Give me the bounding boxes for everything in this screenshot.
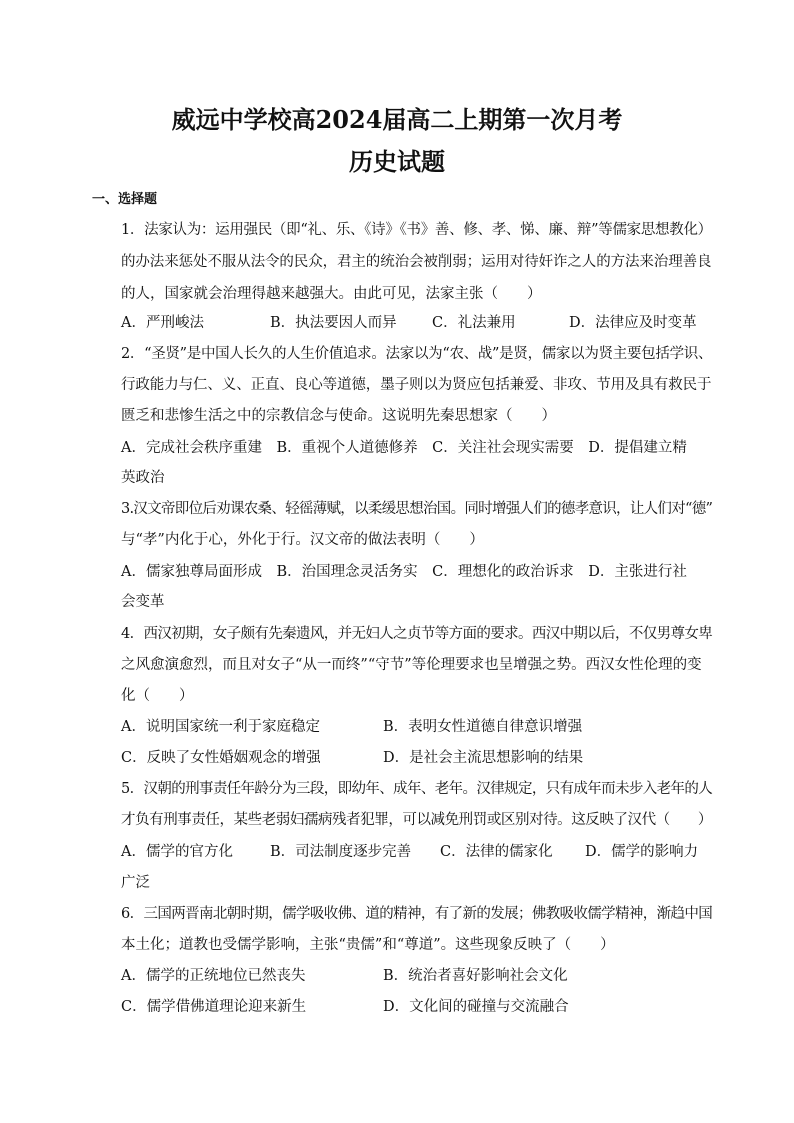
q1-option-b: B．执法要因人而异 xyxy=(270,315,397,331)
q6-option-c: C．儒学借佛道理论迎来新生 xyxy=(121,999,307,1015)
q6-option-d: D．文化间的碰撞与交流融合 xyxy=(383,999,569,1015)
q1-line-1: 1．法家认为：运用强民（即“礼、乐、《诗》《书》善、修、孝、悌、廉、辩”等儒家思想教化） xyxy=(121,222,712,238)
q5-option-d: D．儒学的影响力 xyxy=(585,844,699,860)
q1-line-2: 的办法来惩处不服从法令的民众，君主的统治会被削弱；运用对待奸诈之人的方法来治理善良 xyxy=(121,254,712,270)
q6-option-a: A．儒学的正统地位已然丧失 xyxy=(121,968,306,984)
q4-option-c: C．反映了女性婚姻观念的增强 xyxy=(121,750,321,766)
q3-line-1: 3.汉文帝即位后劝课农桑、轻徭薄赋，以柔缓思想治国。同时增强人们的德孝意识，让人们对“德” xyxy=(121,501,713,517)
q5-option-d-wrap: 广泛 xyxy=(121,875,150,891)
q1-option-c: C．礼法兼用 xyxy=(432,315,516,331)
q5-line-1: 5．汉朝的刑事责任年龄分为三段，即幼年、成年、老年。汉律规定，只有成年而未步入老年的人 xyxy=(121,781,713,797)
q1-option-d: D．法律应及时变革 xyxy=(569,315,697,331)
q6-option-b: B．统治者喜好影响社会文化 xyxy=(383,968,568,984)
q2-line-1: 2．“圣贤”是中国人长久的人生价值追求。法家以为“农、战”是贤，儒家以为贤主要包括学识、 xyxy=(121,346,713,362)
q3-options-wrap: 会变革 xyxy=(121,594,165,610)
q4-line-1: 4．西汉初期，女子颇有先秦遗风，并无妇人之贞节等方面的要求。西汉中期以后，不仅男尊女卑 xyxy=(121,626,713,642)
q2-line-3: 匮乏和悲惨生活之中的宗教信念与使命。这说明先秦思想家（ ） xyxy=(121,408,556,424)
exam-title: 威远中学校高2024届高二上期第一次月考 xyxy=(171,105,623,134)
exam-subject: 历史试题 xyxy=(349,147,445,176)
q6-line-1: 6．三国两晋南北朝时期，儒学吸收佛、道的精神，有了新的发展；佛教吸收儒学精神，渐趋中国 xyxy=(121,906,713,922)
q3-options: A．儒家独尊局面形成 B．治国理念灵活务实 C．理想化的政治诉求 D．主张进行社 xyxy=(121,564,687,580)
q5-line-2: 才负有刑事责任，某些老弱妇孺病残者犯罪，可以减免刑罚或区别对待。这反映了汉代（ ） xyxy=(121,812,712,828)
q4-line-3: 化（ ） xyxy=(121,688,194,704)
q4-option-d: D．是社会主流思想影响的结果 xyxy=(383,750,584,766)
q5-option-a: A．儒学的官方化 xyxy=(121,844,233,860)
q6-line-2: 本土化；道教也受儒学影响，主张“贵儒”和“尊道”。这些现象反映了（ ） xyxy=(121,937,615,953)
q4-option-b: B．表明女性道德自律意识增强 xyxy=(383,719,583,735)
q3-line-2: 与“孝”内化于心，外化于行。汉文帝的做法表明（ ） xyxy=(121,532,484,548)
q2-options-wrap: 英政治 xyxy=(121,470,165,486)
q4-line-2: 之风愈演愈烈，而且对女子“从一而终”“守节”等伦理要求也呈增强之势。西汉女性伦理的变 xyxy=(121,657,702,673)
q1-line-3: 的人，国家就会治理得越来越强大。由此可见，法家主张（ ） xyxy=(121,286,542,302)
q5-option-c: C．法律的儒家化 xyxy=(440,844,553,860)
section-heading: 一、选择题 xyxy=(92,192,158,207)
q2-line-2: 行政能力与仁、义、正直、良心等道德，墨子则以为贤应包括兼爱、非攻、节用及具有救民于 xyxy=(121,377,712,393)
q2-options: A．完成社会秩序重建 B．重视个人道德修养 C．关注社会现实需要 D．提倡建立精 xyxy=(121,440,687,456)
q4-option-a: A．说明国家统一利于家庭稳定 xyxy=(121,719,320,735)
q5-option-b: B．司法制度逐步完善 xyxy=(270,844,412,860)
q1-option-a: A．严刑峻法 xyxy=(121,315,204,331)
